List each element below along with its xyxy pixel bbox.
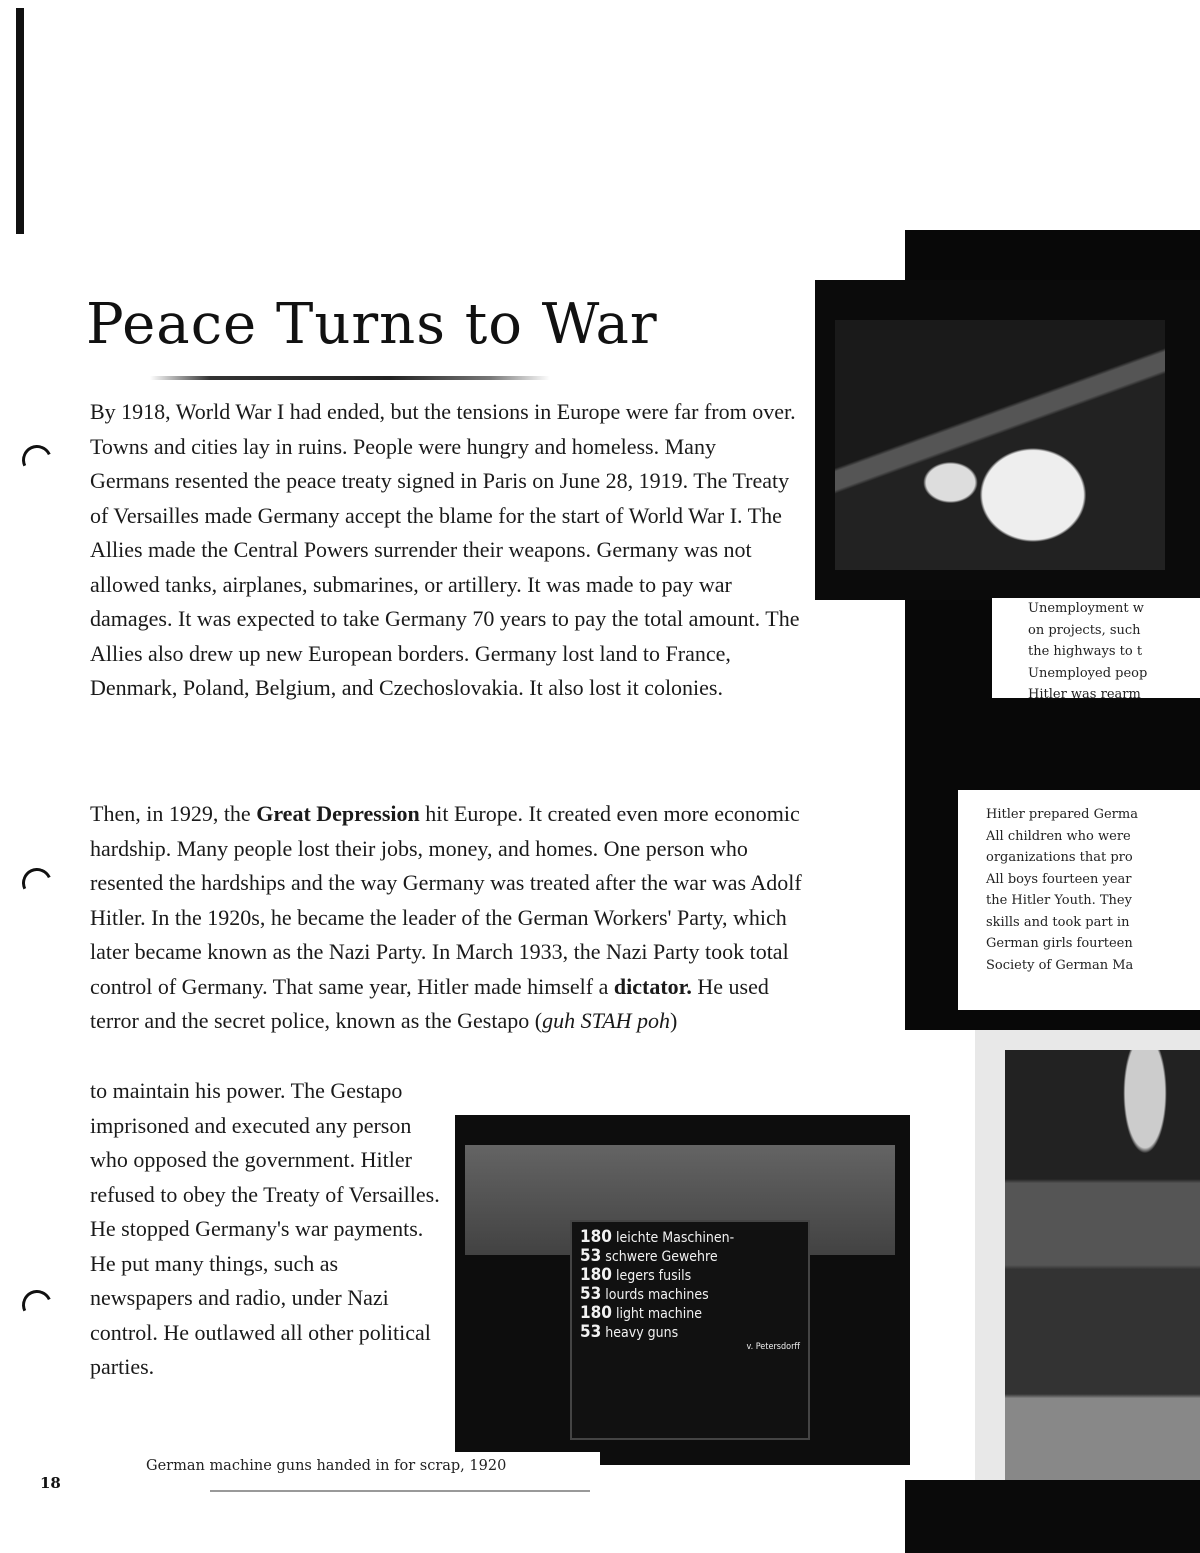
sign-text: legers fusils xyxy=(615,1268,692,1284)
sign-signature: v. Petersdorff xyxy=(746,1342,800,1352)
p2-text-2: hit Europe. It created even more economic hardship. Many people lost their jobs, money, and homes. One person who resented the hardships and the way Germany was treated after the war was Adolf Hitler. In the 1920s, he became the leader of the German Workers' Party, which later became known as the Nazi Party. In March 1933, the Nazi Party took total control of Germany. That same year, Hitler made himself a xyxy=(90,801,802,999)
binder-hole-3 xyxy=(18,1286,56,1324)
caption-line: Hitler prepared Germa xyxy=(986,807,1138,822)
photo-autobahn-scene xyxy=(835,320,1165,570)
caption-line: organizations that pro xyxy=(986,850,1133,865)
photo-edge xyxy=(905,1480,1200,1553)
paragraph-treaty: By 1918, World War I had ended, but the tensions in Europe were far from over. Towns and cities lay in ruins. People were hungry and homeless. Many Germans resented the peace treaty signed in Paris on June 28, 1919. The Treaty of Versailles made Germany accept the blame for the start of World War I. The Allies made the Central Powers surrender their weapons. Germany was not allowed tanks, airplanes, submarines, or artillery. It was made to pay war damages. It was expected to take Germany 70 years to pay the total amount. The Allies also drew up new European borders. Germany lost land to France, Denmark, Poland, Belgium, and Czechoslovakia. It also lost it colonies. xyxy=(90,399,800,700)
photo-autobahn xyxy=(815,280,1200,600)
title-underline xyxy=(150,376,550,380)
p2-text-3: He used terror and the secret police, known as the Gestapo ( xyxy=(90,973,769,1033)
sign-row xyxy=(580,1304,800,1323)
photo-workshop xyxy=(975,1030,1200,1490)
p2-text-1: Then, in 1929, the xyxy=(90,801,257,826)
caption-line: Society of German Ma xyxy=(986,957,1134,973)
p2-text-4: ) xyxy=(670,1008,678,1033)
term-great-depression: Great Depression xyxy=(256,801,420,826)
caption-unemployment xyxy=(992,598,1200,698)
sign-number: 180 xyxy=(580,1265,612,1285)
sign-row xyxy=(580,1266,800,1285)
caption-line: All children who were xyxy=(986,828,1131,844)
photo-workshop-scene xyxy=(1005,1050,1200,1480)
sign-row xyxy=(580,1323,800,1342)
caption-line: on projects, such xyxy=(1028,622,1141,638)
caption-machine-guns: German machine guns handed in for scrap, 1920 xyxy=(140,1452,600,1486)
caption-line: Unemployment w xyxy=(1028,601,1144,616)
sign-text: lourds machines xyxy=(605,1287,709,1303)
caption-line: skills and took part in xyxy=(986,914,1130,930)
sign-row xyxy=(580,1285,800,1304)
sign-text: leichte Maschinen- xyxy=(615,1230,735,1246)
caption-line: Hitler was rearm xyxy=(1028,687,1141,698)
sign-row xyxy=(580,1247,800,1266)
caption-line: German girls fourteen xyxy=(986,936,1133,951)
caption-line: the Hitler Youth. They xyxy=(986,893,1132,908)
sign-number: 180 xyxy=(580,1227,612,1247)
term-dictator: dictator. xyxy=(613,973,692,999)
sign-text: light machine xyxy=(615,1306,702,1322)
paragraph-depression xyxy=(90,797,815,1039)
sign-text: schwere Gewehre xyxy=(605,1249,718,1265)
binder-hole-2 xyxy=(18,864,56,902)
page-title: Peace Turns to War xyxy=(86,292,658,357)
sign-number: 53 xyxy=(580,1246,602,1266)
scrap-sign xyxy=(570,1220,810,1440)
paragraph-gestapo: to maintain his power. The Gestapo imprisoned and executed any person who opposed the government. Hitler refused to obey the Treaty of Versailles. He stopped Germany's war payments. He put many things, such as newspapers and radio, under Nazi control. He outlawed all other political parties. xyxy=(90,1078,440,1379)
binder-hole-1 xyxy=(18,441,56,479)
sign-text: heavy guns xyxy=(605,1325,679,1341)
page-number: 18 xyxy=(40,1474,61,1492)
margin-bar xyxy=(16,8,24,234)
caption-line: All boys fourteen year xyxy=(986,871,1132,887)
gestapo-pronunciation: guh STAH poh xyxy=(542,1008,670,1033)
caption-line: Unemployed peop xyxy=(1028,665,1148,681)
caption-hitler-youth xyxy=(958,790,1200,1010)
caption-line: the highways to t xyxy=(1028,644,1143,659)
bottom-rule xyxy=(210,1490,590,1492)
sign-row xyxy=(580,1228,800,1247)
sign-number: 53 xyxy=(580,1284,602,1304)
sign-number: 53 xyxy=(580,1322,602,1342)
sign-number: 180 xyxy=(580,1303,612,1323)
photo-machine-guns xyxy=(455,1115,910,1465)
